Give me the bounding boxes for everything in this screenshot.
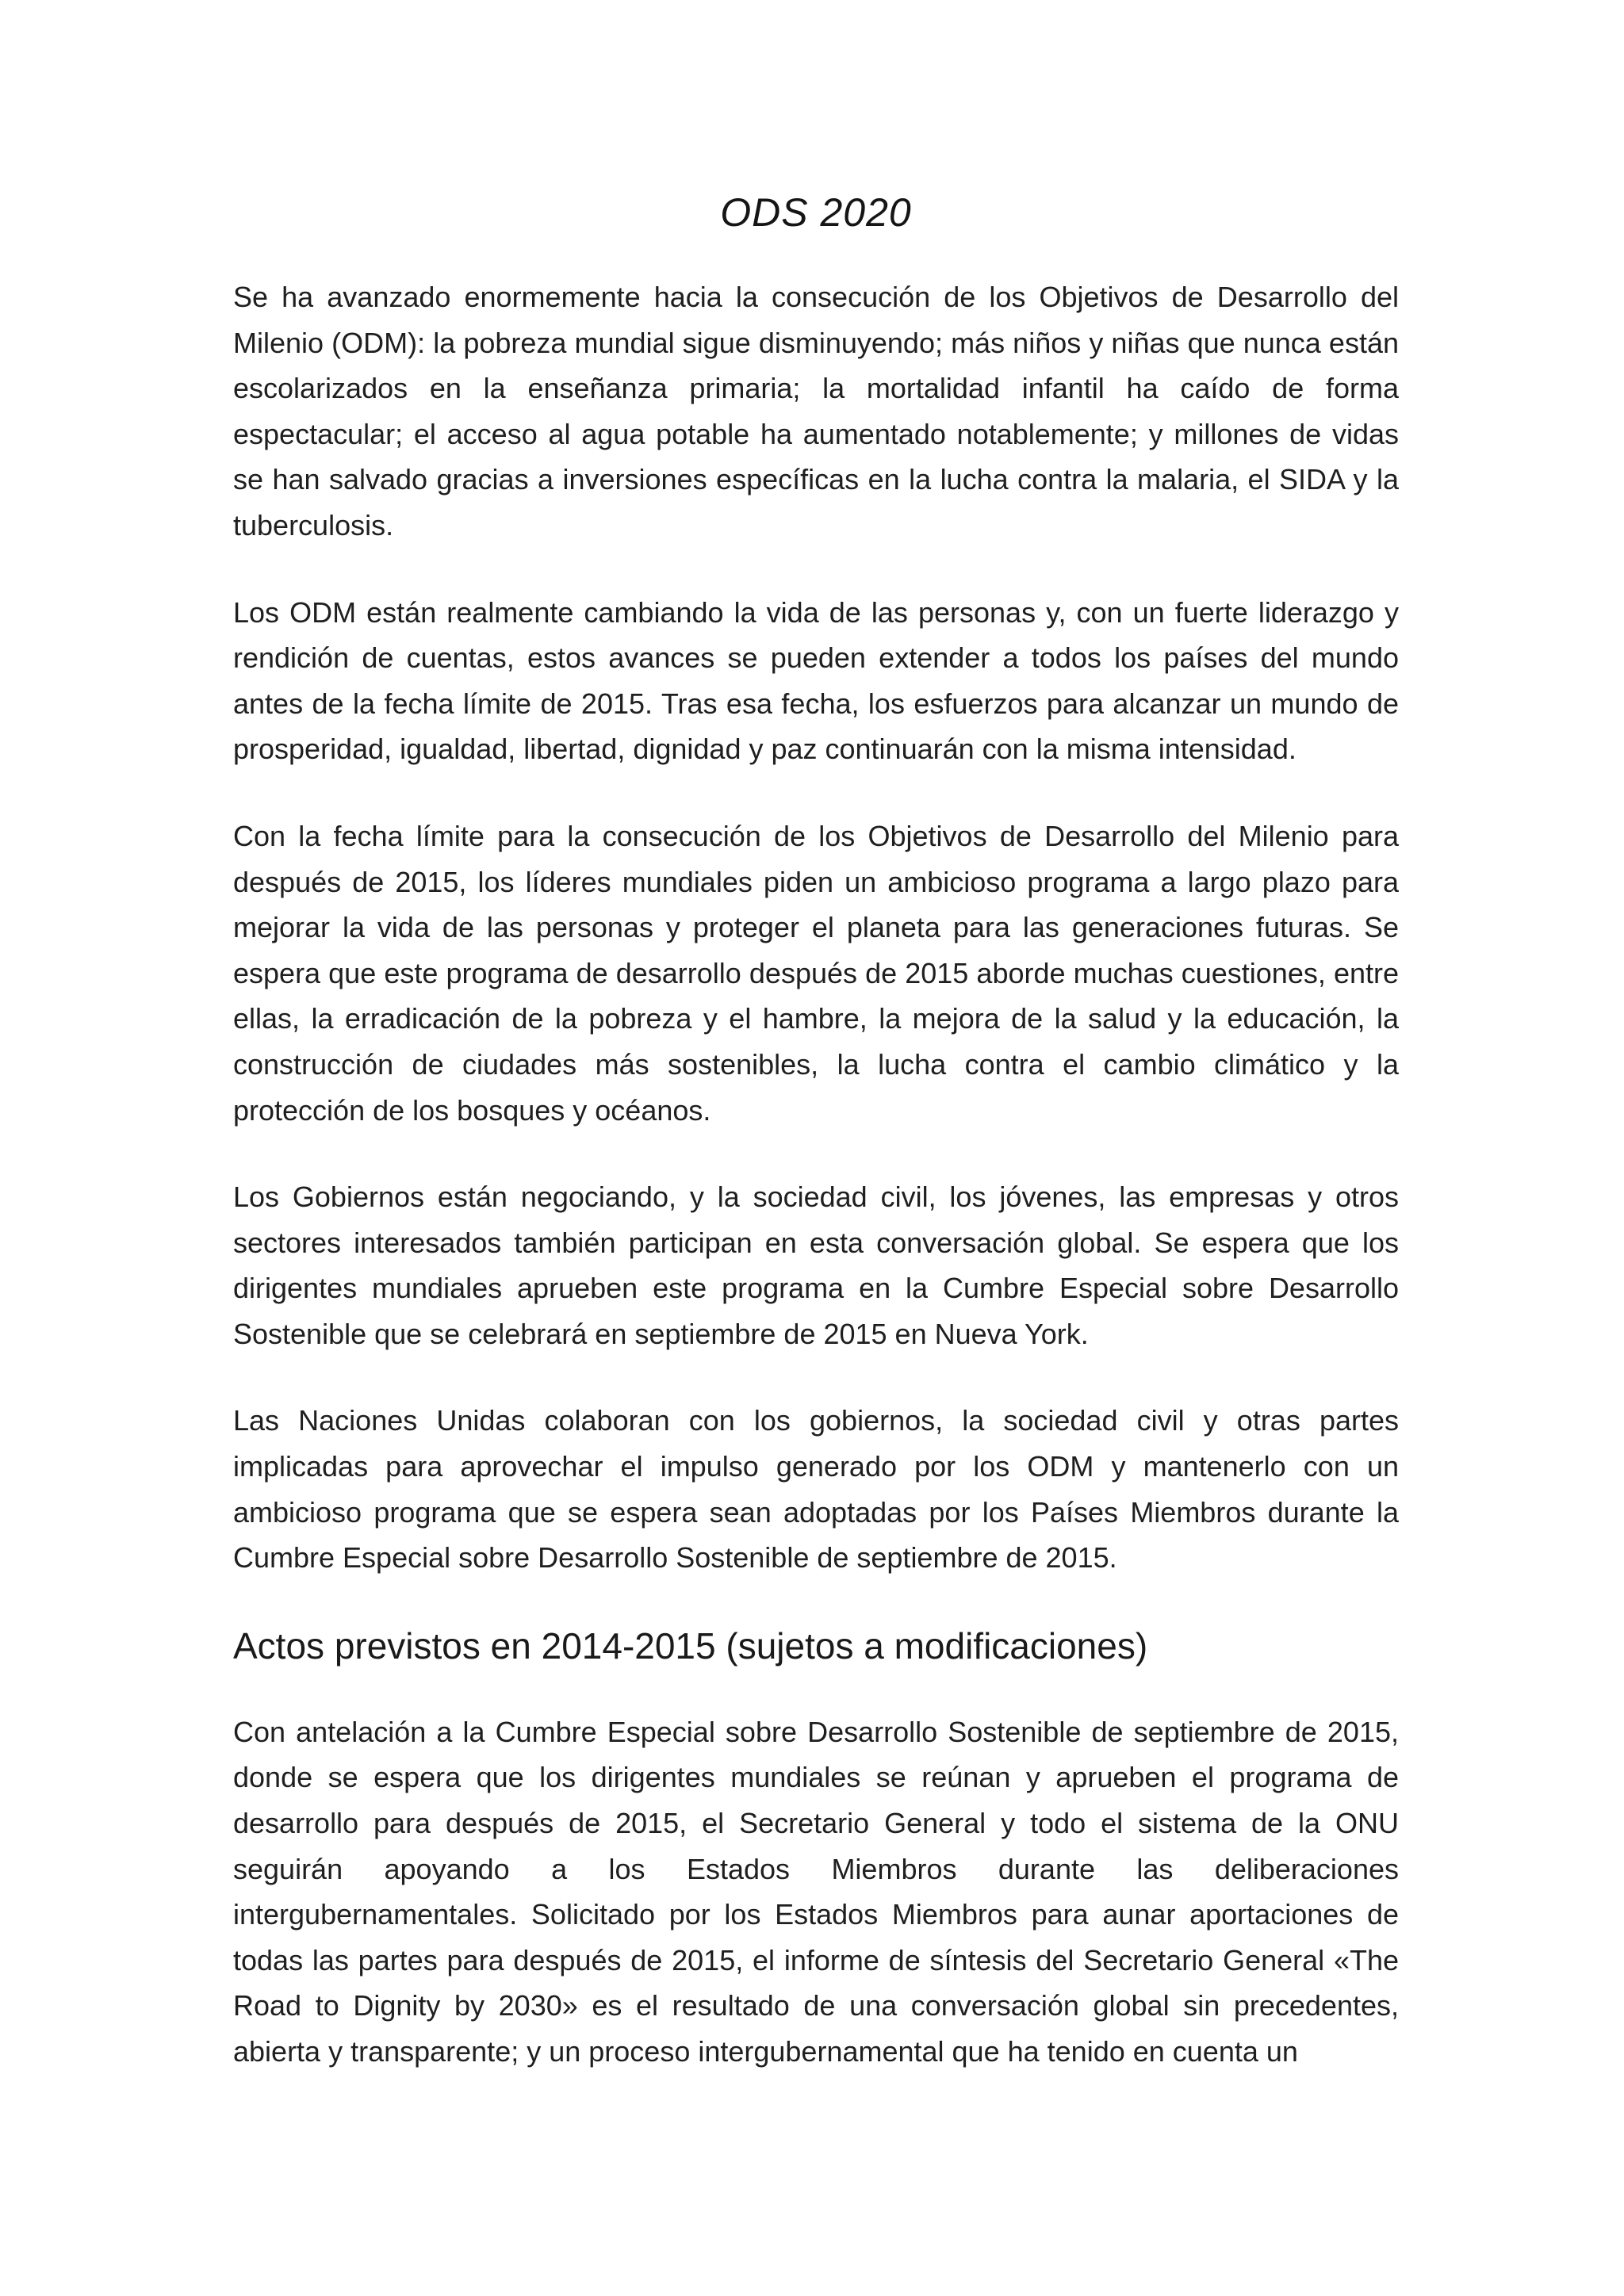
paragraph: Con antelación a la Cumbre Especial sobre Desarrollo Sostenible de septiembre de 2015, donde se espera que los dirigentes mundiales se reúnan y aprueben el programa de desarrollo para después de 2015, el Secretario General y todo el sistema de la ONU seguirán apoyando a los Estados Miembros durante las deliberaciones intergubernamentales. Solicitado por los Estados Miembros para aunar aportaciones de todas las partes para después de 2015, el informe de síntesis del Secretario General «The Road to Dignity by 2030» es el resultado de una conversación global sin precedentes, abierta y transparente; y un proceso intergubernamental que ha tenido en cuenta un: [233, 1715, 1399, 2068]
paragraph: Con la fecha límite para la consecución de los Objetivos de Desarrollo del Milenio para después de 2015, los líderes mundiales piden un ambicioso programa a largo plazo para mejorar la vida de las personas y proteger el planeta para las generaciones futuras. Se espera que este programa de desarrollo después de 2015 aborde muchas cuestiones, entre ellas, la erradicación de la pobreza y el hambre, la mejora de la salud y la educación, la construcción de ciudades más sostenibles, la lucha contra el cambio climático y la protección de los bosques y océanos.: [233, 819, 1399, 1127]
section-heading: Actos previstos en 2014-2015 (sujetos a modificaciones): [233, 1624, 1148, 1667]
paragraph: Se ha avanzado enormemente hacia la consecución de los Objetivos de Desarrollo del Milenio (ODM): la pobreza mundial sigue disminuyendo; más niños y niñas que nunca están escolarizados en la enseñanza primaria; la mortalidad infantil ha caído de forma espectacular; el acceso al agua potable ha aumentado notablemente; y millones de vidas se han salvado gracias a inversiones específicas en la lucha contra la malaria, el SIDA y la tuberculosis.: [233, 281, 1399, 541]
paragraph: Los Gobiernos están negociando, y la sociedad civil, los jóvenes, las empresas y otros sectores interesados también participan en esta conversación global. Se espera que los dirigentes mundiales aprueben este programa en la Cumbre Especial sobre Desarrollo Sostenible que se celebrará en septiembre de 2015 en Nueva York.: [233, 1181, 1399, 1350]
paragraph: Los ODM están realmente cambiando la vida de las personas y, con un fuerte liderazgo y rendición de cuentas, estos avances se pueden extender a todos los países del mundo antes de la fecha límite de 2015. Tras esa fecha, los esfuerzos para alcanzar un mundo de prosperidad, igualdad, libertad, dignidad y paz continuarán con la misma intensidad.: [233, 595, 1399, 766]
paragraph: Las Naciones Unidas colaboran con los gobiernos, la sociedad civil y otras partes implicadas para aprovechar el impulso generado por los ODM y mantenerlo con un ambicioso programa que se espera sean adoptadas por los Países Miembros durante la Cumbre Especial sobre Desarrollo Sostenible de septiembre de 2015.: [233, 1404, 1399, 1575]
document-body: [233, 187, 1399, 2116]
page-title: ODS 2020: [720, 190, 912, 235]
